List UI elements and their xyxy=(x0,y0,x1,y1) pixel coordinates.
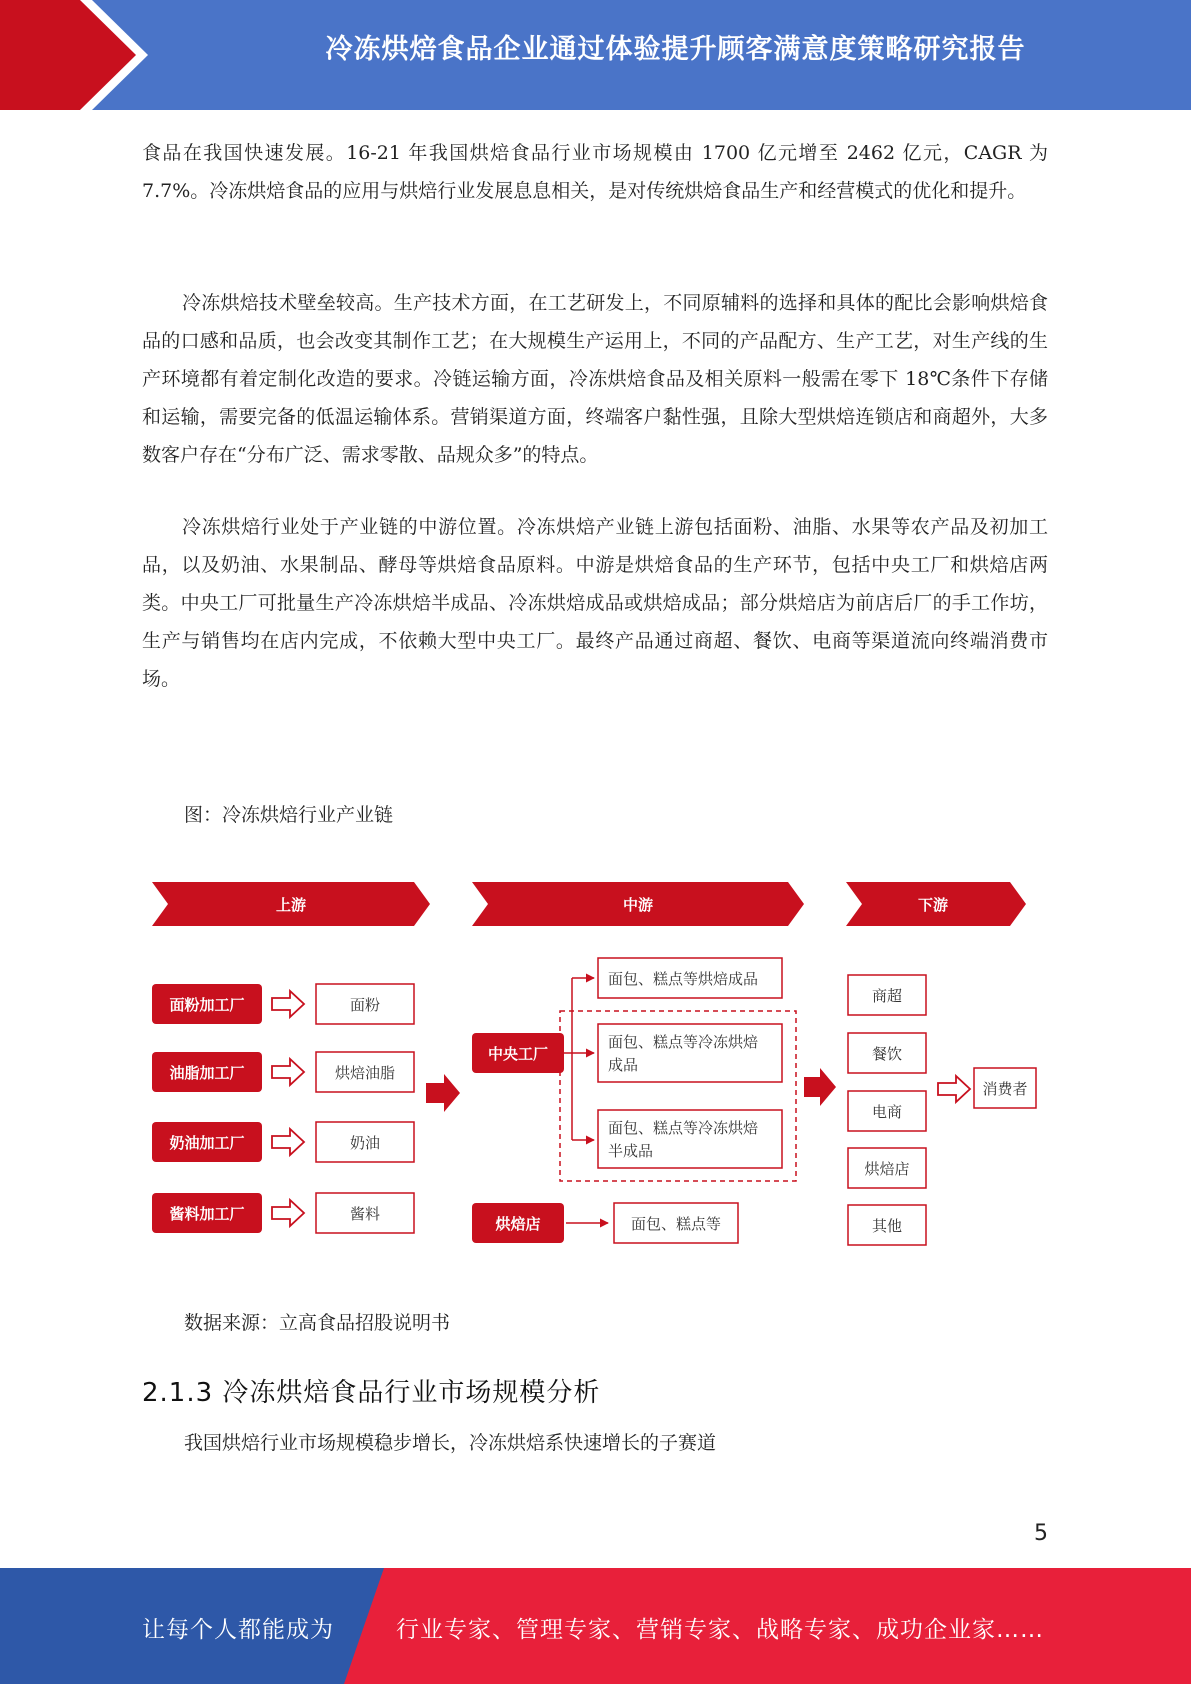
bakery-label: 烘焙店 xyxy=(495,1215,541,1233)
central-connector-lines xyxy=(564,978,594,1140)
data-source-note: 数据来源：立高食品招股说明书 xyxy=(184,1312,451,1334)
central-product-finished: 面包、糕点等烘焙成品 xyxy=(608,970,759,988)
page-number: 5 xyxy=(1034,1521,1048,1546)
factory-cream: 奶油加工厂 xyxy=(169,1134,245,1152)
upstream-row-oil xyxy=(152,1052,414,1092)
central-product-frozen-semi-line1: 面包、糕点等冷冻烘焙 xyxy=(608,1119,759,1137)
stage-banner-midstream xyxy=(472,882,804,926)
channel-supermarket: 商超 xyxy=(871,987,903,1005)
central-product-frozen-finished-line1: 面包、糕点等冷冻烘焙 xyxy=(608,1033,759,1051)
report-title: 冷冻烘焙食品企业通过体验提升顾客满意度策略研究报告 xyxy=(325,34,1026,65)
stage-label-upstream: 上游 xyxy=(275,896,307,914)
paragraph-market-growth: 食品在我国快速发展。16-21 年我国烘焙食品行业市场规模由 1700 亿元增至 2462 亿元，CAGR 为 7.7%。冷冻烘焙食品的应用与烘焙行业发展息息相关，是对传统烘焙食品生产和经营模式的优化和提升。 xyxy=(142,142,1048,202)
footer-slogan-right: 行业专家、管理专家、营销专家、战略专家、成功企业家…… xyxy=(396,1617,1044,1643)
product-flour: 面粉 xyxy=(349,996,381,1014)
upstream-row-cream xyxy=(152,1122,414,1162)
factory-sauce: 酱料加工厂 xyxy=(169,1205,245,1223)
factory-flour: 面粉加工厂 xyxy=(169,996,245,1014)
central-product-frozen-finished-line2: 成品 xyxy=(608,1056,639,1074)
hollow-arrow-icon xyxy=(272,991,304,1017)
stage-label-downstream: 下游 xyxy=(917,896,949,914)
factory-oil: 油脂加工厂 xyxy=(169,1064,245,1082)
paragraph-industry-chain: 冷冻烘焙行业处于产业链的中游位置。冷冻烘焙产业链上游包括面粉、油脂、水果等农产品及初加工品，以及奶油、水果制品、酵母等烘焙食品原料。中游是烘焙食品的生产环节，包括中央工厂和烘焙店两类。中央工厂可批量生产冷冻烘焙半成品、冷冻烘焙成品或烘焙成品；部分烘焙店为前店后厂的手工作坊，生产与销售均在店内完成，不依赖大型中央工厂。最终产品通过商超、餐饮、电商等渠道流向终端消费市场。 xyxy=(142,516,1048,690)
section-intro: 我国烘焙行业市场规模稳步增长，冷冻烘焙系快速增长的子赛道 xyxy=(184,1432,717,1454)
paragraph-technical-barriers: 冷冻烘焙技术壁垒较高。生产技术方面，在工艺研发上，不同原辅料的选择和具体的配比会影响烘焙食品的口感和品质，也会改变其制作工艺；在大规模生产运用上，不同的产品配方、生产工艺，对生产线的生产环境都有着定制化改造的要求。冷链运输方面，冷冻烘焙食品及相关原料一般需在零下 18℃条件下存储和运输，需要完备的低温运输体系。营销渠道方面，终端客户黏性强，且除大型烘焙连锁店和商超外，大多数客户存在“分布广泛、需求零散、品规众多”的特点。 xyxy=(142,292,1048,466)
flow-arrow-icon xyxy=(426,1074,460,1112)
downstream-channels xyxy=(848,975,926,1245)
consumer-label: 消费者 xyxy=(982,1080,1028,1098)
stage-banner-downstream xyxy=(846,882,1026,926)
channel-bakery: 烘焙店 xyxy=(864,1160,910,1178)
hollow-arrow-icon xyxy=(938,1076,970,1102)
upstream-row-sauce xyxy=(152,1193,414,1233)
section-heading: 2.1.3 冷冻烘焙食品行业市场规模分析 xyxy=(142,1378,601,1408)
central-product-frozen-semi-line2: 半成品 xyxy=(608,1142,654,1160)
flow-arrow-icon xyxy=(804,1068,836,1106)
hollow-arrow-icon xyxy=(272,1059,304,1085)
hollow-arrow-icon xyxy=(272,1129,304,1155)
header-chevron-decoration xyxy=(0,0,160,110)
central-factory-label: 中央工厂 xyxy=(487,1045,549,1063)
product-sauce: 酱料 xyxy=(349,1205,381,1223)
product-oil: 烘焙油脂 xyxy=(334,1064,396,1082)
page-header xyxy=(0,0,1191,110)
hollow-arrow-icon xyxy=(272,1200,304,1226)
bakery-product-label: 面包、糕点等 xyxy=(630,1215,722,1233)
channel-ecommerce: 电商 xyxy=(871,1103,903,1121)
figure-caption: 图：冷冻烘焙行业产业链 xyxy=(184,804,394,826)
product-cream: 奶油 xyxy=(349,1134,381,1152)
channel-other: 其他 xyxy=(871,1217,903,1235)
industry-chain-diagram xyxy=(148,878,1048,1256)
upstream-row-flour xyxy=(152,984,414,1024)
footer-slogan-left: 让每个人都能成为 xyxy=(142,1617,334,1643)
stage-banner-upstream xyxy=(152,882,430,926)
channel-catering: 餐饮 xyxy=(871,1045,903,1063)
stage-label-midstream: 中游 xyxy=(622,896,654,914)
